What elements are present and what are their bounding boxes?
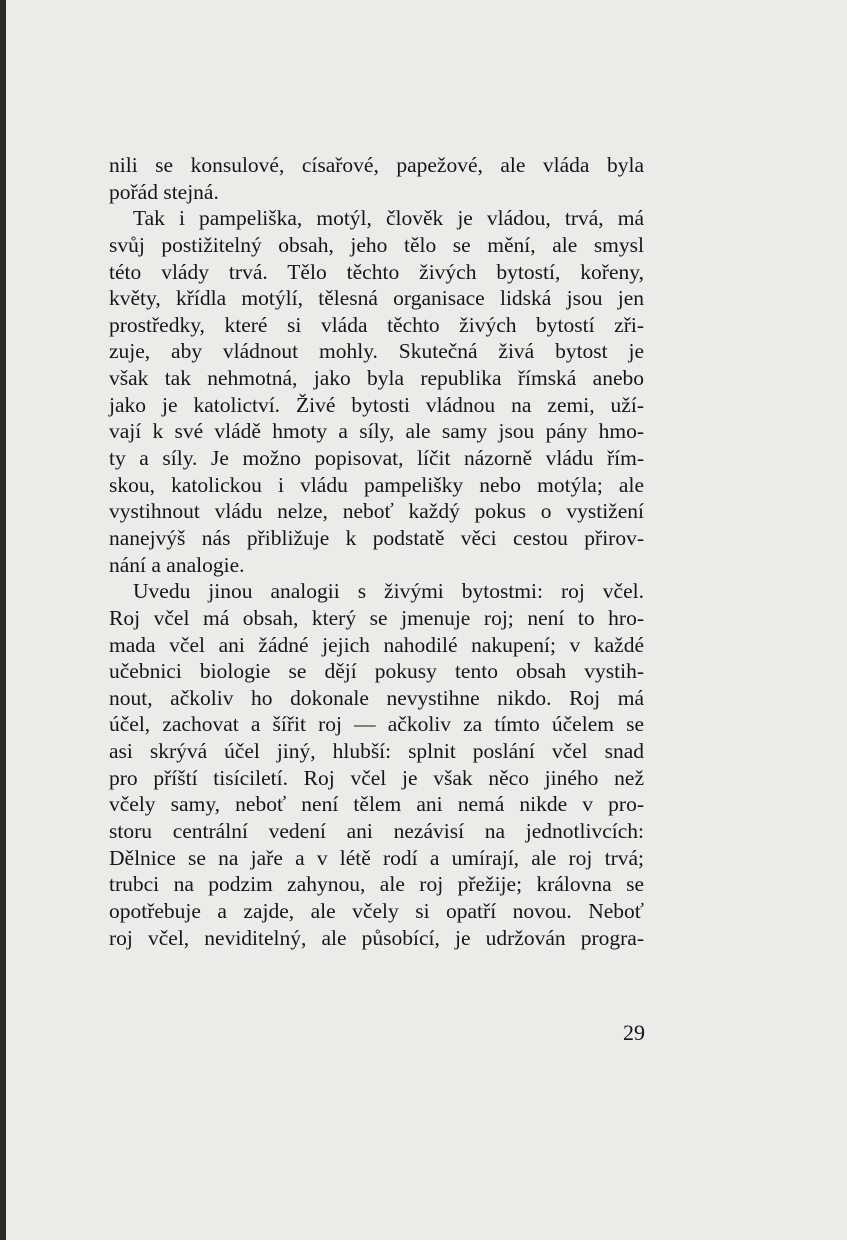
text-line: prostředky, které si vláda těchto živých bytostí zři- — [109, 312, 644, 337]
text-line: včely samy, neboť není tělem ani nemá nikde v pro- — [109, 792, 644, 817]
text-line: mada včel ani žádné jejich nahodilé nakupení; v každé — [109, 632, 644, 657]
text-line: Dělnice se na jaře a v létě rodí a umírají, ale roj trvá; — [109, 845, 644, 870]
text-line: pořád stejná. — [109, 179, 219, 204]
text-line: pro příští tisíciletí. Roj včel je však něco jiného než — [109, 765, 644, 790]
text-line: vystihnout vládu nelze, neboť každý pokus o vystižení — [109, 499, 644, 524]
text-line: nanejvýš nás přibližuje k podstatě věci cestou přirov- — [109, 525, 644, 550]
text-line: však tak nehmotná, jako byla republika římská anebo — [109, 366, 644, 391]
text-line: této vlády trvá. Tělo těchto živých bytostí, kořeny, — [109, 259, 644, 284]
text-line: účel, zachovat a šířit roj — ačkoliv za tímto účelem se — [109, 712, 644, 737]
text-line: trubci na podzim zahynou, ale roj přežije; královna se — [109, 872, 644, 897]
text-line: Tak i pampeliška, motýl, člověk je vládou, trvá, má — [133, 206, 644, 231]
text-line: opotřebuje a zajde, ale včely si opatří novou. Neboť — [109, 898, 644, 923]
text-line: roj včel, neviditelný, ale působící, je udržován progra- — [109, 925, 644, 950]
body-text — [109, 152, 644, 951]
text-line: asi skrývá účel jiný, hlubší: splnit poslání včel snad — [109, 739, 644, 764]
text-line: skou, katolickou i vládu pampelišky nebo motýla; ale — [109, 472, 644, 497]
text-line: učebnici biologie se dějí pokusy tento obsah vystih- — [109, 659, 644, 684]
text-line: zuje, aby vládnout mohly. Skutečná živá bytost je — [109, 339, 644, 364]
text-line: Roj včel má obsah, který se jmenuje roj; není to hro- — [109, 605, 644, 630]
text-line: vají k své vládě hmoty a síly, ale samy jsou pány hmo- — [109, 419, 644, 444]
text-line: nili se konsulové, císařové, papežové, ale vláda byla — [109, 153, 644, 177]
text-line: storu centrální vedení ani nezávisí na jednotlivcích: — [109, 819, 644, 844]
text-line: nání a analogie. — [109, 552, 245, 577]
page-binding-edge — [0, 0, 6, 1240]
text-line: Uvedu jinou analogii s živými bytostmi: roj včel. — [133, 579, 644, 604]
page-number: 29 — [623, 1020, 645, 1045]
text-line: květy, křídla motýlí, tělesná organisace lidská jsou jen — [109, 286, 644, 311]
text-line: ty a síly. Je možno popisovat, líčit názorně vládu řím- — [109, 446, 644, 471]
text-line: jako je katolictví. Živé bytosti vládnou na zemi, uží- — [109, 392, 644, 417]
text-line: svůj postižitelný obsah, jeho tělo se mění, ale smysl — [109, 232, 644, 257]
text-line: nout, ačkoliv ho dokonale nevystihne nikdo. Roj má — [109, 685, 644, 710]
